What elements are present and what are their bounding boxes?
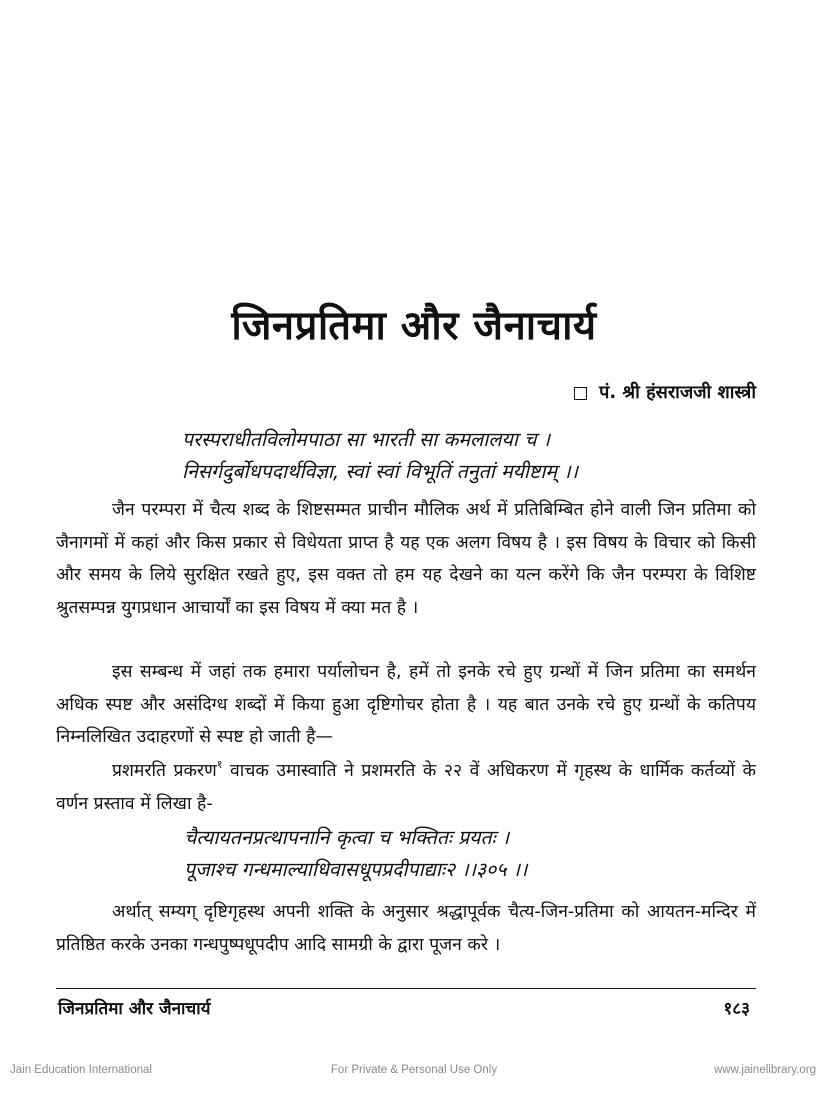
- watermark-center: For Private & Personal Use Only: [330, 1064, 498, 1076]
- square-bullet-icon: [574, 387, 587, 400]
- footnote-marker: १: [216, 758, 223, 771]
- paragraph-3-text-a: प्रशमरति प्रकरण: [112, 761, 217, 781]
- paragraph-1-text: जैन परम्परा में चैत्य शब्द के शिष्टसम्मत प्राचीन मौलिक अर्थ में प्रतिबिम्बित होने वाली जिन प्रतिमा को जैनागमों में कहां और किस प्रकार से विधेयता प्राप्त है यह एक अलग विषय है । इस विषय के विचार को किसी और समय के लिये सुरक्षित रखते हुए, इस वक्त तो हम यह देखने का यत्न करेंगे कि जैन परम्परा के विशिष्ट श्रुतसम्पन्न युगप्रधान आचार्यों का इस विषय में क्या मत है ।: [56, 500, 756, 618]
- paragraph-3: [56, 755, 756, 820]
- quote-line-1: चैत्यायतनप्रत्थापनानि कृत्वा च भक्तितः प्रयतः ।: [184, 826, 510, 849]
- page-number: १८३: [723, 999, 750, 1019]
- running-title: जिनप्रतिमा और जैनाचार्य: [58, 999, 211, 1019]
- quote-line-2: पूजाश्च गन्धमाल्याधिवासधूपप्रदीपाद्याः२ ।।३०५ ।।: [184, 858, 528, 881]
- author-line: [574, 378, 756, 408]
- paragraph-3-text-b: वाचक उमास्वाति ने प्रशमरति के २२ वें अधिकरण में गृहस्थ के धार्मिक कर्तव्यों के वर्णन प्रस्ताव में लिखा है-: [56, 761, 756, 814]
- epigraph-line-1: परस्पराधीतविलोमपाठा सा भारती सा कमलालया च ।: [182, 428, 551, 451]
- watermark-left: Jain Education International: [10, 1064, 152, 1076]
- paragraph-1: [56, 494, 756, 624]
- paragraph-2-text: इस सम्बन्ध में जहां तक हमारा पर्यालोचन है, हमें तो इनके रचे हुए ग्रन्थों में जिन प्रतिमा का समर्थन अधिक स्पष्ट और असंदिग्ध शब्दों में किया हुआ दृष्टिगोचर होता है । यह बात उनके रचे हुए ग्रन्थों के कतिपय निम्नलिखित उदाहरणों से स्पष्ट हो जाती है—: [56, 662, 756, 747]
- author-name: पं. श्री हंसराजजी शास्त्री: [599, 382, 756, 403]
- epigraph-line-2: निसर्गदुर्बोधपदार्थविज्ञा, स्वां स्वां विभूतिं तनुतां मयीष्टाम् ।।: [182, 460, 579, 483]
- page-title: जिनप्रतिमा और जैनाचार्य: [231, 303, 597, 349]
- paragraph-2: [56, 656, 756, 754]
- footer-divider: [56, 988, 756, 989]
- paragraph-4-text: अर्थात् सम्यग् दृष्टिगृहस्थ अपनी शक्ति के अनुसार श्रद्धापूर्वक चैत्य-जिन-प्रतिमा को आयतन-मन्दिर में प्रतिष्ठित करके उनका गन्धपुष्पधूपदीप आदि सामग्री के द्वारा पूजन करे ।: [56, 902, 756, 955]
- paragraph-4: [56, 896, 756, 961]
- watermark-right: www.jainelibrary.org: [713, 1064, 816, 1076]
